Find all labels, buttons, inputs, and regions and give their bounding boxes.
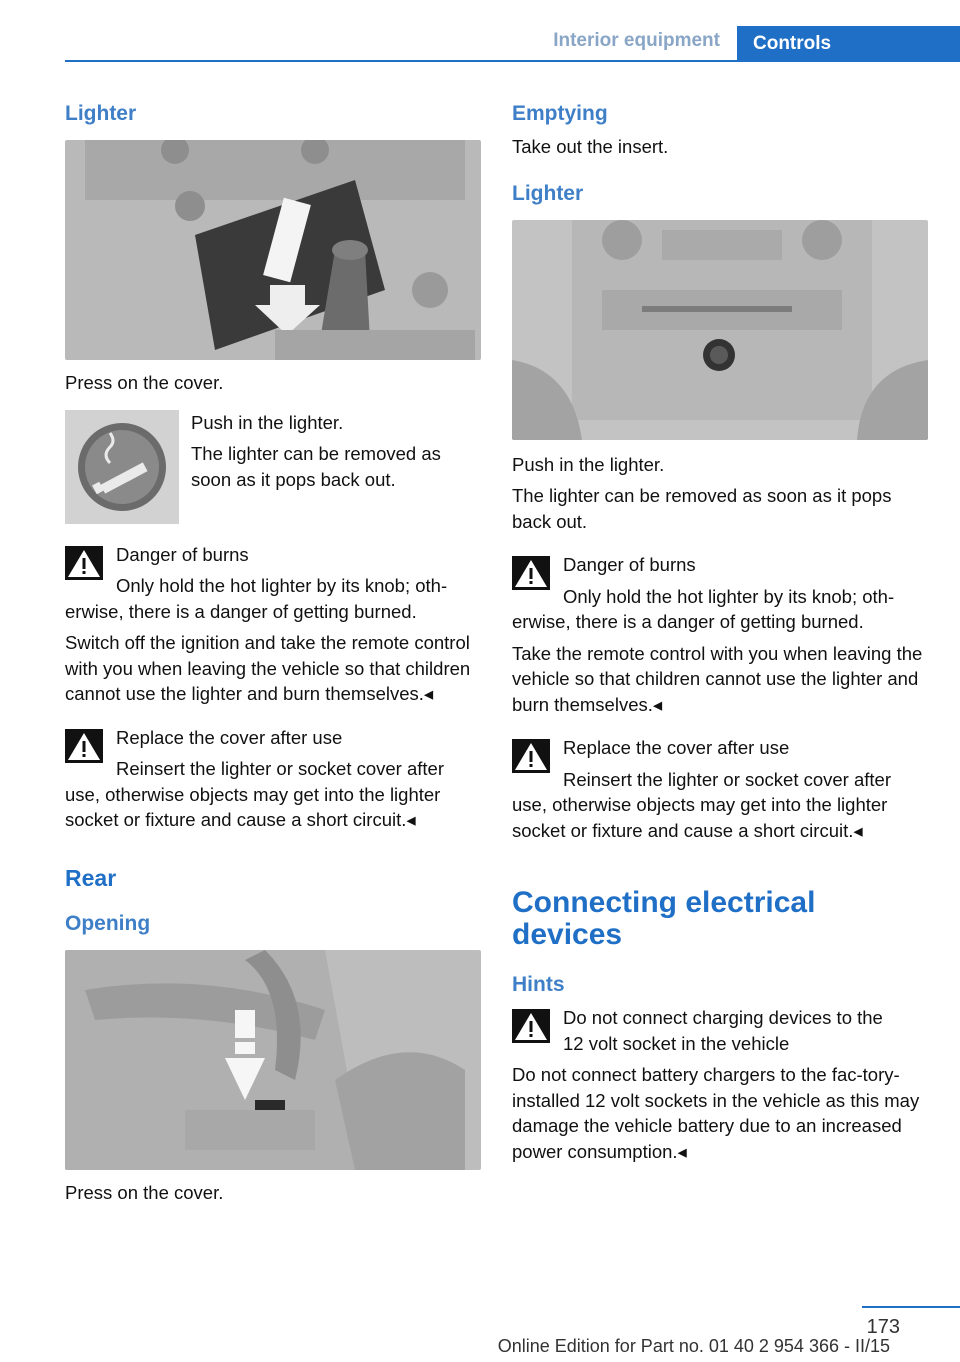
emptying-heading: Emptying [512,102,608,125]
warning-charging-devices [512,1005,928,1056]
left-column [65,100,481,1205]
remote-control-note: Take the remote control with you when leaving the vehicle so that children cannot use the lighter and burn themselves.◂ [512,642,923,715]
right-push-in-text: Push in the lighter. [512,453,665,475]
warning-body-first: Only hold the hot lighter by its knob; oth- [116,575,448,596]
lighter-icon-row [65,410,481,524]
warning-title: Danger of burns [116,543,249,565]
warning-triangle-icon [512,556,550,590]
warning-danger-of-burns [65,542,481,625]
warning-title: Replace the cover after use [563,737,790,758]
right-column [512,100,928,1164]
rear-heading: Rear [65,864,117,891]
warning-body-rest: erwise, there is a danger of getting burned. [512,611,864,632]
warning-title-rest: 12 volt socket in the vehicle [563,1032,790,1054]
warning-title: Danger of burns [563,554,696,575]
charging-warning-body: Do not connect battery chargers to the fac-tory-installed 12 volt sockets in the vehicle as this may damage the vehicle battery due to an increased power consumption.◂ [512,1064,920,1162]
push-in-text: Push in the lighter. [191,411,344,433]
ignition-note: Switch off the ignition and take the remote control with you when leaving the vehicle so that children cannot use the lighter and burn themselves.◂ [65,632,471,704]
console-lighter-photo [65,140,481,360]
warning-title-first: Do not connect charging devices to the [563,1007,883,1028]
right-warning-replace-cover [512,735,928,843]
warning-triangle-icon [512,739,550,773]
right-removed-text: The lighter can be removed as soon as it pops back out. [512,485,892,532]
warning-triangle-icon [65,729,103,763]
warning-body-rest: use, otherwise objects may get into the lighter socket or fixture and cause a short circuit.◂ [512,794,888,841]
footer-rule [862,1306,960,1308]
warning-replace-cover [65,725,481,833]
press-cover-text: Press on the cover. [65,372,224,393]
warning-body-first: Only hold the hot lighter by its knob; oth- [563,585,895,607]
lighter-heading: Lighter [65,102,137,125]
connecting-devices-heading: Connecting electrical devices [512,886,816,951]
warning-title: Replace the cover after use [116,726,343,748]
right-lighter-heading: Lighter [512,181,584,205]
rear-door-lighter-photo [65,950,481,1170]
header-rule [65,60,960,62]
cigarette-lighter-button-icon [65,410,179,524]
warning-body-rest: use, otherwise objects may get into the lighter socket or fixture and cause a short circuit.◂ [65,783,441,830]
warning-triangle-icon [512,1009,550,1043]
hints-heading: Hints [512,973,565,996]
opening-heading: Opening [65,911,151,935]
header-tab-controls[interactable]: Controls [737,26,960,62]
take-out-text: Take out the insert. [512,136,669,157]
page-number: 173 [866,1316,900,1338]
edition-text: Online Edition for Part no. 01 40 2 954 366 - II/15 [497,1336,890,1356]
removed-text: The lighter can be removed as soon as it pops back out. [191,443,441,490]
press-cover-text-2: Press on the cover. [65,1181,224,1203]
warning-body-first: Reinsert the lighter or socket cover after [116,758,445,779]
warning-body-rest: erwise, there is a danger of getting burned. [65,600,417,622]
header-section-title: Interior equipment [553,30,720,51]
rear-console-lighter-photo [512,220,928,440]
warning-triangle-icon [65,546,103,580]
warning-body-first: Reinsert the lighter or socket cover after [563,768,892,790]
right-warning-danger-of-burns [512,552,928,635]
